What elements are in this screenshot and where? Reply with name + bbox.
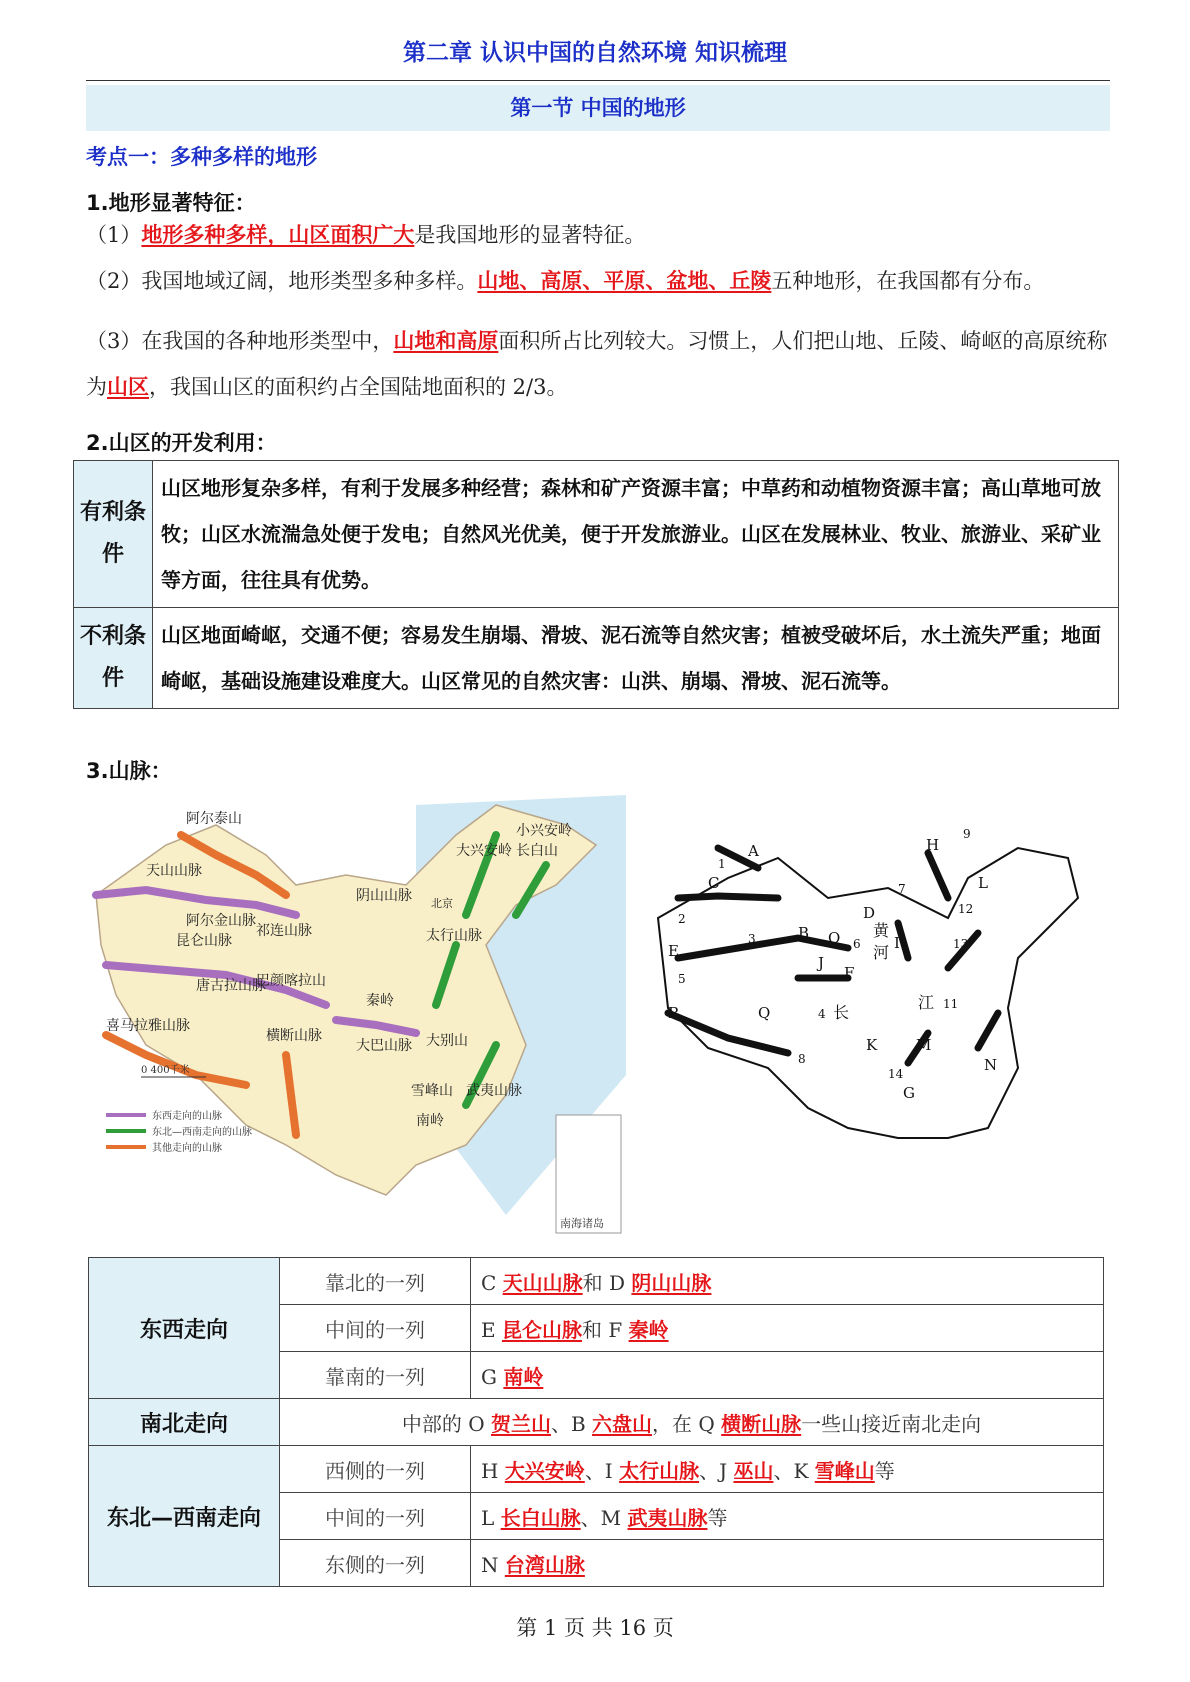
cell-text: 、J [699,1458,734,1483]
cell-text: ，在 Q [652,1411,722,1436]
row-label: 不利条件 [74,608,153,709]
range-line [928,853,948,898]
map-letter: M [916,1036,932,1054]
cell-text: 和 F [581,1317,629,1342]
river-label: 江 [918,993,935,1012]
map-number: 14 [888,1067,904,1081]
answer: 大兴安岭 [504,1458,585,1483]
answer: 天山山脉 [502,1270,583,1295]
answer: 巫山 [733,1458,774,1483]
map-number: 2 [678,912,686,926]
map-label: 大兴安岭 [456,843,512,859]
position-label: 中间的一列 [280,1305,471,1352]
map-letter: F [844,964,855,982]
title-divider [86,80,1110,81]
map-letter: R [668,1004,680,1022]
map-number: 8 [798,1052,806,1066]
map-number: 6 [853,937,861,951]
answer: 长白山脉 [500,1505,581,1530]
map-label: 小兴安岭 [516,823,572,839]
map-number: 5 [678,972,686,986]
group-label: 东北—西南走向 [89,1446,280,1587]
map-number: 12 [958,902,974,916]
development-table [73,460,1119,709]
legend-nesw: 东北—西南走向的山脉 [152,1127,252,1138]
answer: 太行山脉 [619,1458,700,1483]
position-label: 靠南的一列 [280,1352,471,1399]
row-content [471,1446,1104,1493]
map-label: 长白山 [516,843,558,859]
answer: 昆仑山脉 [501,1317,582,1342]
map-label: 横断山脉 [266,1028,322,1044]
map-label: 秦岭 [366,993,394,1009]
heading-features: 1.地形显著特征： [86,191,256,215]
para2-post: 五种地形，在我国都有分布。 [771,269,1045,293]
row-content [471,1493,1104,1540]
map-label: 雪峰山 [411,1083,453,1099]
map-label-beijing: 北京 [431,897,453,910]
table-row [74,461,1119,608]
legend-other: 其他走向的山脉 [152,1143,222,1154]
map-label: 天山山脉 [146,863,202,879]
cell-text: L [481,1505,501,1530]
position-label: 东侧的一列 [280,1540,471,1587]
range-line [678,896,778,898]
map-inset-box [556,1115,621,1233]
group-label: 东西走向 [89,1258,280,1399]
para1-pre: （1） [86,223,142,247]
map-letter: L [978,874,988,892]
paragraph-1 [86,212,1116,258]
paragraph-2 [86,258,1116,304]
map-label: 昆仑山脉 [176,933,232,949]
answer: 贺兰山 [490,1411,551,1436]
map-letter: Q [758,1004,771,1022]
row-text: 山区地形复杂多样，有利于发展多种经营；森林和矿产资源丰富；中草药和动植物资源丰富；高山草地可放牧；山区水流湍急处便于发电；自然风光优美，便于开发旅游业。山区在发展林业、牧业、旅游业、采矿业等方面，往往具有优势。 [153,461,1119,608]
map-letter: D [863,904,876,922]
cell-text: 等 [707,1505,728,1530]
para2-key: 山地、高原、平原、盆地、丘陵 [477,268,772,293]
cell-text: 、B [550,1411,593,1436]
map-number: 13 [953,937,969,951]
table-row [89,1399,1104,1446]
row-text: 山区地面崎岖，交通不便；容易发生崩塌、滑坡、泥石流等自然灾害；植被受破坏后，水土流失严重；地面崎岖，基础设施建设难度大。山区常见的自然灾害：山洪、崩塌、滑坡、泥石流等。 [153,608,1119,709]
paragraph-3 [86,318,1110,410]
map-label: 大别山 [426,1033,468,1049]
map-label: 喜马拉雅山脉 [106,1018,190,1034]
cell-text: 、I [584,1458,620,1483]
page-footer: 第 1 页 共 16 页 [516,1616,674,1640]
map-label: 阿尔泰山 [186,811,242,827]
river-label: 长 [833,1003,850,1022]
map-label: 太行山脉 [426,928,482,944]
answer: 六盘山 [592,1411,653,1436]
table-row [89,1258,1104,1305]
map-number: 11 [943,997,959,1011]
row-content [471,1540,1104,1587]
para3-key2: 山区 [107,374,149,399]
para2-pre: （2）我国地域辽阔，地形类型多种多样。 [86,269,478,293]
map-label: 巴颜喀拉山 [256,973,326,989]
map-letter: E [668,942,679,960]
point-heading: 考点一：多种多样的地形 [86,145,317,169]
map-number: 7 [898,882,906,896]
row-content [471,1258,1104,1305]
table-row [74,608,1119,709]
china-mountain-map [86,795,626,1245]
legend-ew: 东西走向的山脉 [152,1111,222,1122]
map-letter: B [798,924,810,942]
row-content [471,1352,1104,1399]
map-label: 南岭 [416,1113,444,1129]
map-letter: J [818,954,825,972]
answer: 阴山山脉 [631,1270,712,1295]
row-content [280,1399,1104,1446]
map-label: 祁连山脉 [256,923,312,939]
map-letter: C [708,874,720,892]
para3-mid: 面积所占比列较大。习惯上，人们把山地、丘陵、崎岖的高原统称为 [86,329,1108,399]
map-label: 阿尔金山脉 [186,913,256,929]
heading-development: 2.山区的开发利用： [86,431,277,455]
map-label: 阴山山脉 [356,888,412,904]
cell-text: E [481,1317,502,1342]
cell-text: 一些山接近南北走向 [801,1411,982,1436]
map-label: 唐古拉山脉 [196,978,266,994]
answer: 武夷山脉 [627,1505,708,1530]
map-scale: 0 400千米 [141,1065,190,1076]
map-outline [658,848,1078,1138]
row-label: 有利条件 [74,461,153,608]
section-title: 第一节 中国的地形 [86,85,1110,131]
map-letter: G [903,1084,915,1102]
map-letter: N [984,1056,998,1074]
map-letter: H [926,836,940,854]
position-label: 中间的一列 [280,1493,471,1540]
answer: 横断山脉 [721,1411,802,1436]
map-letter: A [748,842,759,860]
answer: 南岭 [503,1364,544,1389]
cell-text: 中部的 O [401,1411,491,1436]
map-label: 武夷山脉 [466,1083,522,1099]
map-letter: I [894,934,900,952]
page-title: 第二章 认识中国的自然环境 知识梳理 [402,40,787,66]
answer: 台湾山脉 [504,1552,585,1577]
para3-post: ，我国山区的面积约占全国陆地面积的 2/3。 [149,375,568,399]
para1-key: 地形多种多样，山区面积广大 [141,222,415,247]
cell-text: 等 [874,1458,895,1483]
answer: 秦岭 [628,1317,669,1342]
heading-mountains: 3.山脉： [86,759,172,783]
map-letter: O [828,929,841,947]
position-label: 西侧的一列 [280,1446,471,1493]
cell-text: C [481,1270,503,1295]
cell-text: 和 D [582,1270,632,1295]
mountain-quiz-map [648,827,1108,1218]
para1-post: 是我国地形的显著特征。 [414,223,646,247]
group-label: 南北走向 [89,1399,280,1446]
map-letter: K [866,1036,878,1054]
map-number: 1 [718,857,726,871]
map-number: 4 [818,1007,826,1021]
map-number: 9 [963,827,971,841]
map-number: 3 [748,932,756,946]
answer: 雪峰山 [814,1458,875,1483]
cell-text: N [481,1552,505,1577]
mountain-direction-table [88,1257,1104,1587]
position-label: 靠北的一列 [280,1258,471,1305]
cell-text: G [481,1364,504,1389]
map-label: 大巴山脉 [356,1038,412,1054]
para3-pre: （3）在我国的各种地形类型中， [86,329,394,353]
cell-text: 、M [580,1505,628,1530]
row-content [471,1305,1104,1352]
river-label: 黄 [873,921,890,940]
river-label: 河 [873,943,890,962]
cell-text: H [481,1458,505,1483]
cell-text: 、K [773,1458,815,1483]
para3-key1: 山地和高原 [393,328,499,353]
inset-label: 南海诸岛 [560,1217,604,1230]
table-row [89,1446,1104,1493]
